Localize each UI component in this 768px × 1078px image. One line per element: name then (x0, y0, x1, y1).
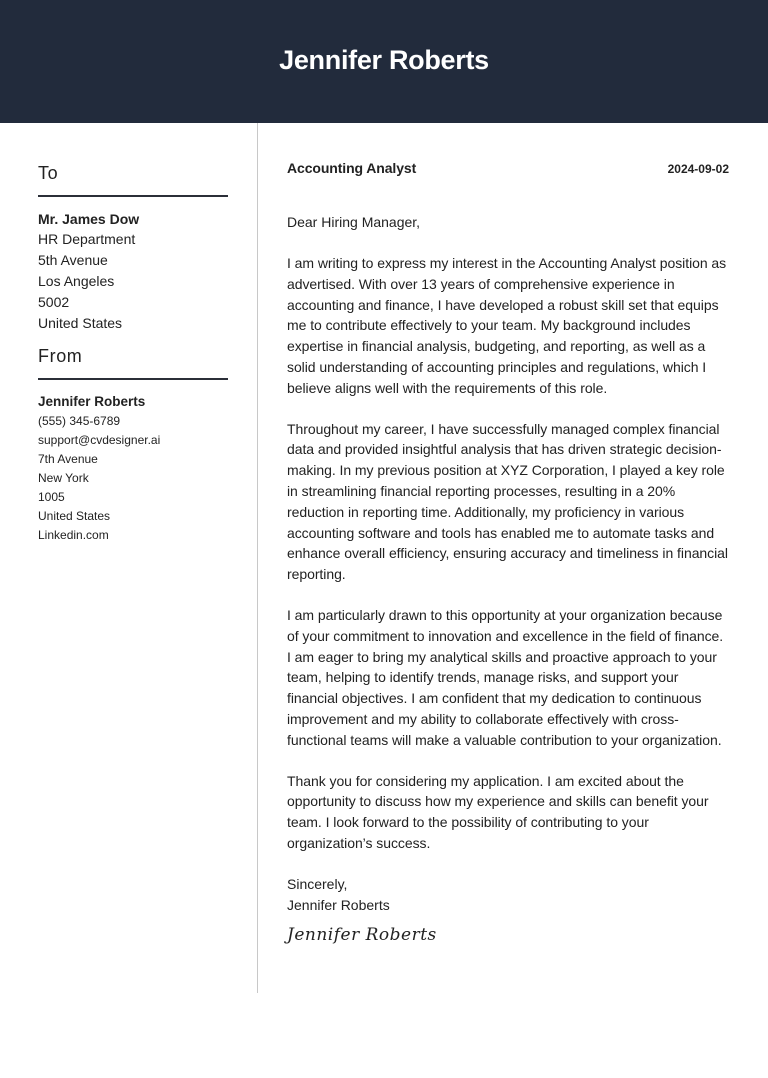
recipient-city: Los Angeles (38, 273, 115, 289)
applicant-name-heading: Jennifer Roberts (279, 45, 489, 75)
sender-email: support@cvdesigner.ai (38, 433, 161, 447)
closing-phrase: Sincerely, (287, 875, 348, 892)
letter-date: 2024-09-02 (667, 162, 729, 176)
letter-topline (287, 160, 729, 182)
column-divider (257, 123, 258, 993)
closing-name: Jennifer Roberts (287, 896, 390, 913)
sender-city: New York (38, 471, 89, 485)
from-section-title: From (38, 346, 83, 366)
sender-street: 7th Avenue (38, 452, 98, 466)
sidebar (38, 162, 228, 545)
sender-country: United States (38, 509, 111, 523)
recipient-street: 5th Avenue (38, 252, 108, 268)
letter-header (0, 0, 768, 123)
salutation: Dear Hiring Manager, (287, 214, 421, 230)
sender-name: Jennifer Roberts (38, 394, 146, 409)
letter-body (287, 160, 729, 945)
paragraph-intro: I am writing to express my interest in the Accounting Analyst position as advertised. With over 13 years of comprehensive experience in accounting and finance, I have developed a robust skill set that equips me to contribute effectively to your team. My background includes expertise in financial analysis, budgeting, and reporting, as well as a solid understanding of accounting principles and regulations, which I believe aligns well with the requirements of this role. (287, 255, 727, 396)
sender-linkedin: Linkedin.com (38, 528, 109, 542)
recipient-block (38, 209, 228, 334)
paragraph-thanks: Thank you for considering my application. I am excited about the opportunity to discuss how my experience and skills can benefit your team. I look forward to the possibility of contributing to your organization’s success. (287, 772, 709, 851)
recipient-department: HR Department (38, 231, 136, 247)
paragraph-experience: Throughout my career, I have successfully managed complex financial data and provided insightful analysis that has driven strategic decision-making. In my previous position at XYZ Corporation, I played a key role in streamlining financial reporting processes, resulting in a 20% reduction in reporting time. Additionally, my proficiency in various accounting software and tools has enabled me to automate tasks and enhance overall efficiency, ensuring accuracy and timeliness in financial reporting. (287, 420, 728, 583)
sender-postcode: 1005 (38, 490, 65, 504)
to-section-title: To (38, 163, 59, 183)
recipient-country: United States (38, 315, 123, 331)
paragraph-motivation: I am particularly drawn to this opportunity at your organization because of your commitment to innovation and excellence in the field of finance. I am eager to bring my analytical skills and proactive approach to your team, helping to identify trends, manage risks, and support your financial objectives. I am confident that my dedication to continuous improvement and my ability to collaborate effectively with cross-functional teams will make a valuable contribution to your organization. (287, 606, 724, 748)
from-section-rule (38, 378, 228, 380)
recipient-postcode: 5002 (38, 294, 70, 310)
job-title: Accounting Analyst (287, 160, 417, 176)
to-section-rule (38, 195, 228, 197)
recipient-name: Mr. James Dow (38, 211, 140, 227)
handwritten-signature: Jennifer Roberts (287, 924, 437, 945)
closing-block (287, 874, 729, 916)
sender-block (38, 392, 228, 545)
sender-phone: (555) 345-6789 (38, 414, 121, 428)
